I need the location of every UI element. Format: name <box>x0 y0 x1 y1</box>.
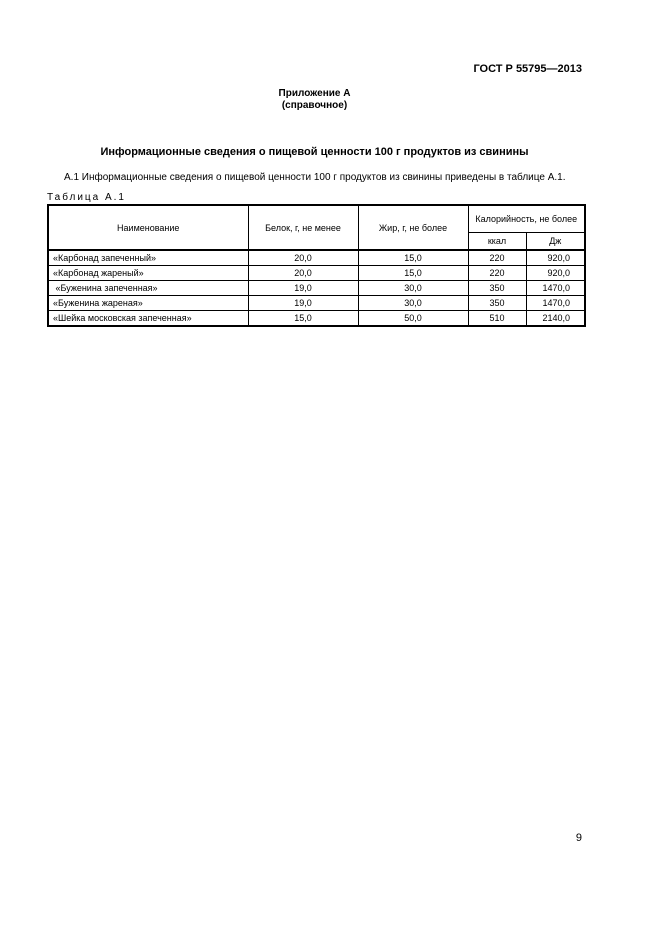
cell-fat: 30,0 <box>358 296 468 311</box>
cell-kj: 920,0 <box>526 266 585 281</box>
table-caption: Таблица А.1 <box>47 192 126 203</box>
page-number: 9 <box>575 832 582 844</box>
table-row <box>48 266 585 281</box>
cell-protein: 15,0 <box>248 311 358 327</box>
cell-kcal: 220 <box>468 266 526 281</box>
standard-number: ГОСТ Р 55795—2013 <box>473 63 582 75</box>
cell-name: «Буженина запеченная» <box>48 281 248 296</box>
section-heading: Информационные сведения о пищевой ценности 100 г продуктов из свинины <box>100 146 529 158</box>
appendix-subtitle: (справочное) <box>281 100 348 111</box>
column-header-fat: Жир, г, не более <box>358 205 468 250</box>
table-row <box>48 296 585 311</box>
column-header-calories: Калорийность, не более <box>468 205 585 233</box>
cell-fat: 15,0 <box>358 250 468 266</box>
cell-kj: 1470,0 <box>526 281 585 296</box>
cell-kj: 1470,0 <box>526 296 585 311</box>
table-row <box>48 281 585 296</box>
cell-kj: 2140,0 <box>526 311 585 327</box>
cell-kj: 920,0 <box>526 250 585 266</box>
cell-kcal: 350 <box>468 281 526 296</box>
intro-paragraph: А.1 Информационные сведения о пищевой ценности 100 г продуктов из свинины приведены в таблице А.1. <box>64 172 566 183</box>
table-header-row <box>48 205 585 233</box>
cell-protein: 20,0 <box>248 266 358 281</box>
column-header-kj: Дж <box>526 233 585 251</box>
appendix-title: Приложение А <box>278 88 351 99</box>
appendix-block <box>0 88 629 112</box>
cell-name: «Карбонад запеченный» <box>48 250 248 266</box>
table-row <box>48 311 585 327</box>
cell-protein: 19,0 <box>248 296 358 311</box>
column-header-kcal: ккал <box>468 233 526 251</box>
table-row <box>48 250 585 266</box>
cell-protein: 19,0 <box>248 281 358 296</box>
cell-protein: 20,0 <box>248 250 358 266</box>
cell-name: «Буженина жареная» <box>48 296 248 311</box>
cell-fat: 30,0 <box>358 281 468 296</box>
cell-name: «Карбонад жареный» <box>48 266 248 281</box>
cell-kcal: 510 <box>468 311 526 327</box>
cell-fat: 15,0 <box>358 266 468 281</box>
nutrition-table <box>47 204 586 327</box>
column-header-name: Наименование <box>48 205 248 250</box>
cell-fat: 50,0 <box>358 311 468 327</box>
column-header-protein: Белок, г, не менее <box>248 205 358 250</box>
cell-name: «Шейка московская запеченная» <box>48 311 248 327</box>
cell-kcal: 220 <box>468 250 526 266</box>
cell-kcal: 350 <box>468 296 526 311</box>
